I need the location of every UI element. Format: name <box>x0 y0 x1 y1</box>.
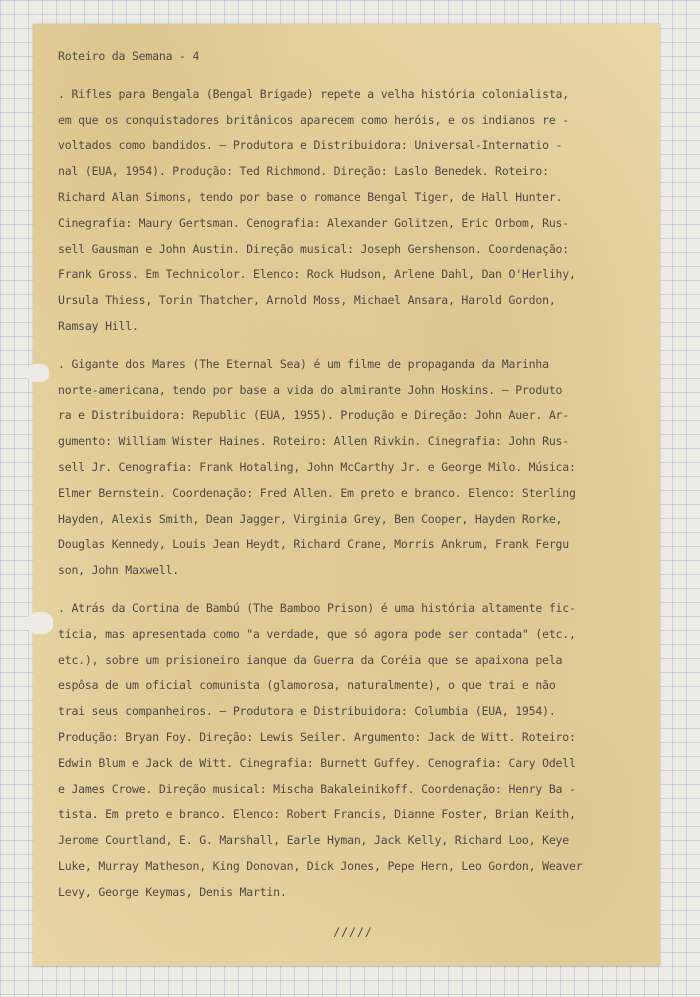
text-line: tista. Em preto e branco. Elenco: Robert Francis, Dianne Foster, Brian Keith, <box>58 807 576 822</box>
text-line: son, John Maxwell. <box>58 563 180 578</box>
text-line: sell Gausman e John Austin. Direção musical: Joseph Gershenson. Coordenação: <box>58 241 569 256</box>
text-line: Ramsay Hill. <box>58 318 139 333</box>
paper-tear-2 <box>27 612 53 634</box>
text-line: . Atrás da Cortina de Bambú (The Bamboo Prison) é uma história altamente fic- <box>58 600 576 615</box>
end-mark: ///// <box>333 924 373 939</box>
entry-gigante-dos-mares <box>58 352 648 584</box>
text-line: Cinegrafia: Maury Gertsman. Cenografia: Alexander Golitzen, Eric Orbom, Rus- <box>58 215 569 230</box>
text-line: Douglas Kennedy, Louis Jean Heydt, Richard Crane, Morris Ankrum, Frank Fergu <box>58 537 569 552</box>
entry-rifles-para-bengala <box>58 82 648 340</box>
text-line: norte-americana, tendo por base a vida do almirante John Hoskins. — Produto <box>58 382 563 397</box>
text-line: nal (EUA, 1954). Produção: Ted Richmond. Direção: Laslo Benedek. Roteiro: <box>58 164 549 179</box>
paper-tear-1 <box>27 364 49 382</box>
text-line: gumento: William Wister Haines. Roteiro: Allen Rivkin. Cinegrafia: John Rus- <box>58 434 569 449</box>
text-line: Richard Alan Simons, tendo por base o romance Bengal Tiger, de Hall Hunter. <box>58 189 563 204</box>
text-line: Elmer Bernstein. Coordenação: Fred Allen. Em preto e branco. Elenco: Sterling <box>58 485 576 500</box>
text-line: . Rifles para Bengala (Bengal Brigade) repete a velha história colonialista, <box>58 86 569 101</box>
text-line: Jerome Courtland, E. G. Marshall, Earle Hyman, Jack Kelly, Richard Loo, Keye <box>58 833 569 848</box>
document-page <box>33 24 660 966</box>
text-line: Hayden, Alexis Smith, Dean Jagger, Virginia Grey, Ben Cooper, Hayden Rorke, <box>58 511 563 526</box>
text-line: Luke, Murray Matheson, King Donovan, Dick Jones, Pepe Hern, Leo Gordon, Weaver <box>58 858 583 873</box>
text-line: trai seus companheiros. — Produtora e Distribuidora: Columbia (EUA, 1954). <box>58 704 556 719</box>
text-line: voltados como bandidos. — Produtora e Distribuidora: Universal-Internatio - <box>58 138 563 153</box>
text-line: espôsa de um oficial comunista (glamorosa, naturalmente), o que trai e não <box>58 678 556 693</box>
text-line: tícia, mas apresentada como "a verdade, que só agora pode ser contada" (etc., <box>58 626 576 641</box>
text-line: Edwin Blum e Jack de Witt. Cinegrafia: Burnett Guffey. Cenografia: Cary Odell <box>58 755 576 770</box>
text-line: Ursula Thiess, Torin Thatcher, Arnold Moss, Michael Ansara, Harold Gordon, <box>58 293 556 308</box>
text-line: ra e Distribuidora: Republic (EUA, 1955). Produção e Direção: John Auer. Ar- <box>58 408 569 423</box>
typed-text <box>58 44 648 945</box>
text-line: Levy, George Keymas, Denis Martin. <box>58 884 287 899</box>
text-line: . Gigante dos Mares (The Eternal Sea) é um filme de propaganda da Marinha <box>58 356 549 371</box>
entry-atras-da-cortina-de-bambu <box>58 596 648 906</box>
text-line: sell Jr. Cenografia: Frank Hotaling, John McCarthy Jr. e George Milo. Música: <box>58 459 576 474</box>
text-line: Produção: Bryan Foy. Direção: Lewis Seiler. Argumento: Jack de Witt. Roteiro: <box>58 729 576 744</box>
text-line: Frank Gross. Em Technicolor. Elenco: Rock Hudson, Arlene Dahl, Dan O'Herlihy, <box>58 267 576 282</box>
text-line: etc.), sobre um prisioneiro ianque da Guerra da Coréia que se apaixona pela <box>58 652 563 667</box>
page-header: Roteiro da Semana - 4 <box>58 49 200 63</box>
text-line: e James Crowe. Direção musical: Mischa Bakaleinikoff. Coordenação: Henry Ba - <box>58 781 576 796</box>
text-line: em que os conquistadores britânicos aparecem como heróis, e os indianos re - <box>58 112 569 127</box>
